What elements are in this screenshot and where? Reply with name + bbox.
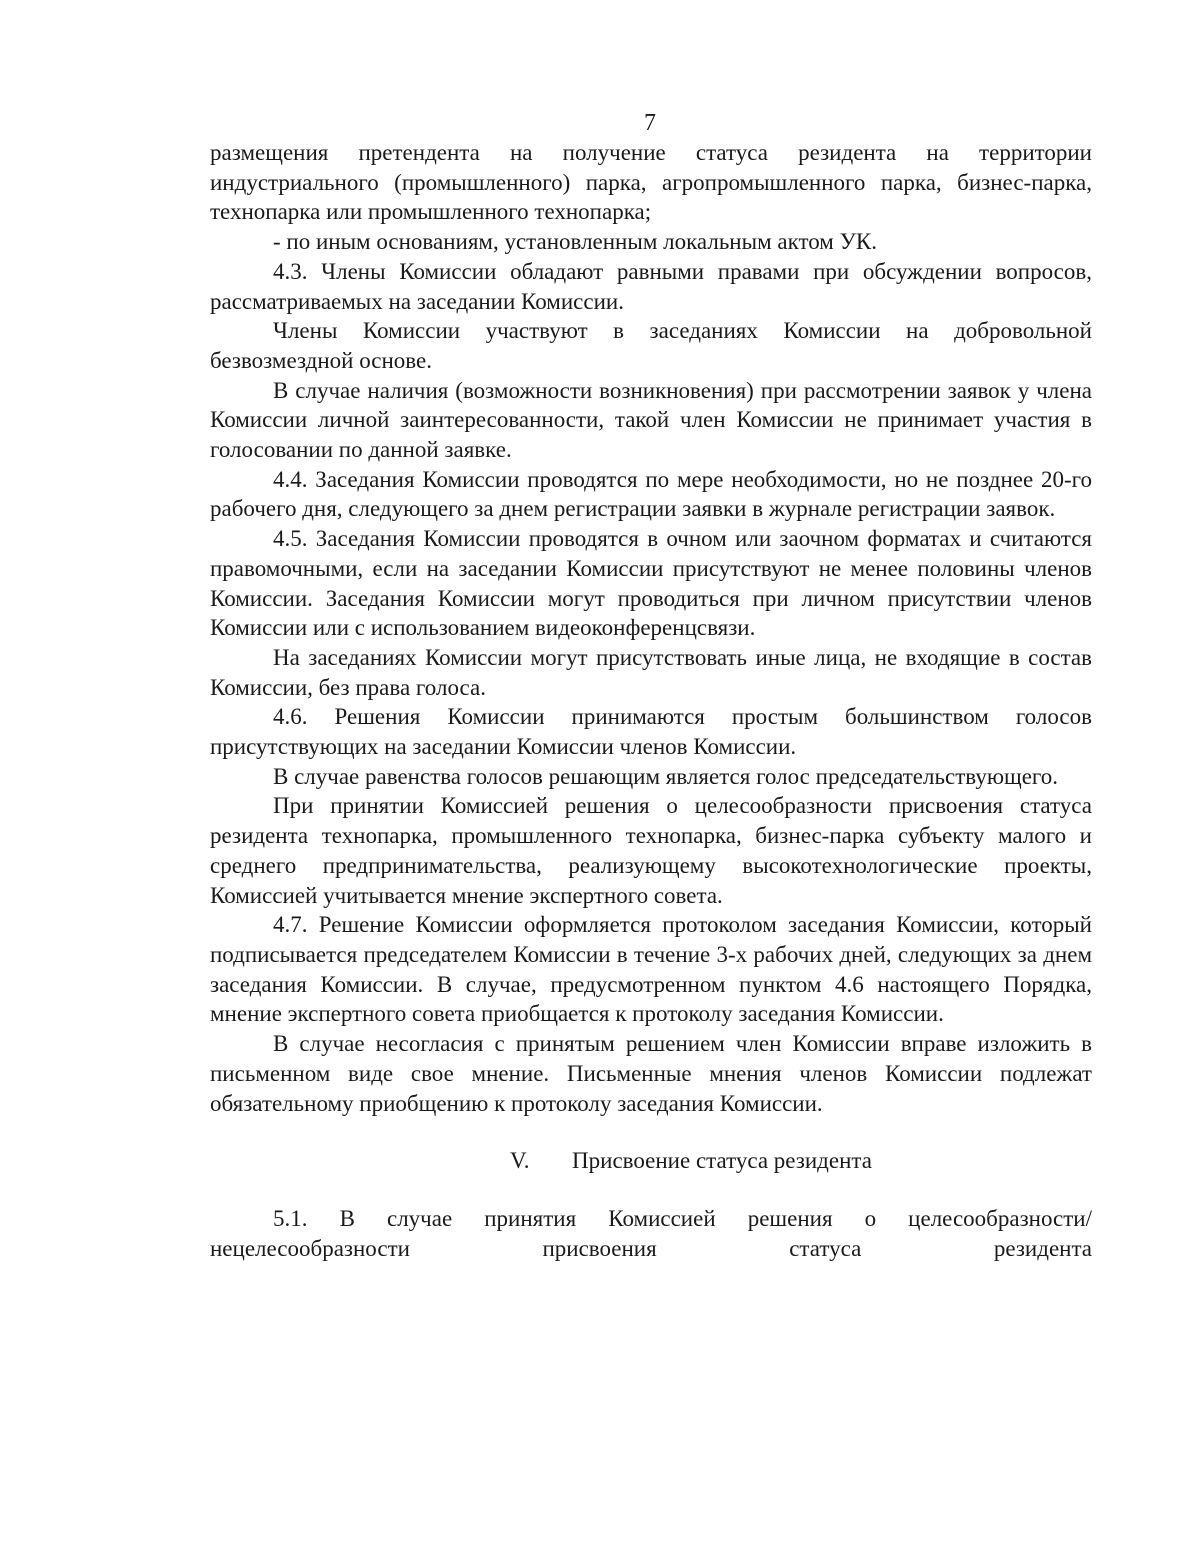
paragraph-disagreement: В случае несогласия с принятым решением член Комиссии вправе изложить в письменном виде свое мнение. Письменные мнения членов Комиссии подлежат обязательному приобщению к протоколу заседания Комиссии. (210, 1031, 1092, 1116)
paragraph-other-grounds: - по иным основаниям, установленным локальным актом УК. (273, 229, 877, 255)
paragraph-4-5: 4.5. Заседания Комиссии проводятся в очном или заочном форматах и считаются правомочными, если на заседании Комиссии присутствуют не менее половины членов Комиссии. Заседания Комиссии могут проводиться при личном присутствии членов Комиссии или с использованием видеоконференцсвязи. (210, 526, 1092, 641)
paragraph-4-3: 4.3. Члены Комиссии обладают равными правами при обсуждении вопросов, рассматриваемых на заседании Комиссии. (210, 258, 1092, 314)
section-title: Присвоение статуса резидента (572, 1148, 872, 1174)
paragraph-4-4: 4.4. Заседания Комиссии проводятся по мере необходимости, но не позднее 20-го рабочего дня, следующего за днем регистрации заявки в журнале регистрации заявок. (210, 466, 1092, 522)
section-heading (210, 1118, 1092, 1204)
paragraph-5-1: 5.1. В случае принятия Комиссией решения о целесообразности/нецелесообразности присвоения статуса резидента (210, 1206, 1092, 1261)
document-body (210, 138, 1092, 1264)
paragraph-4-6: 4.6. Решения Комиссии принимаются простым большинством голосов присутствующих на заседании Комиссии членов Комиссии. (210, 704, 1092, 760)
paragraph-conflict-of-interest: В случае наличия (возможности возникновения) при рассмотрении заявок у члена Комиссии личной заинтересованности, такой член Комиссии не принимает участия в голосовании по данной заявке. (210, 377, 1092, 463)
section-number: V. (510, 1148, 530, 1174)
paragraph-tie-vote: В случае равенства голосов решающим является голос председательствующего. (273, 763, 1059, 789)
paragraph-other-persons: На заседаниях Комиссии могут присутствовать иные лица, не входящие в состав Комиссии, без права голоса. (210, 644, 1092, 700)
paragraph-voluntary: Члены Комиссии участвуют в заседаниях Комиссии на добровольной безвозмездной основе. (210, 318, 1092, 373)
page-number: 7 (644, 110, 656, 136)
paragraph-placement: размещения претендента на получение статуса резидента на территории индустриального (промышленного) парка, агропромышленного парка, бизнес-парка, технопарка или промышленного технопарка; (210, 140, 1092, 225)
paragraph-4-7: 4.7. Решение Комиссии оформляется протоколом заседания Комиссии, который подписывается председателем Комиссии в течение 3-х рабочих дней, следующих за днем заседания Комиссии. В случае, предусмотренном пунктом 4.6 настоящего Порядка, мнение экспертного совета приобщается к протоколу заседания Комиссии. (210, 912, 1092, 1027)
paragraph-expert-council: При принятии Комиссией решения о целесообразности присвоения статуса резидента технопарка, промышленного технопарка, бизнес-парка субъекту малого и среднего предпринимательства, реализующему высокотехнологические проекты, Комиссией учитывается мнение экспертного совета. (210, 793, 1092, 908)
